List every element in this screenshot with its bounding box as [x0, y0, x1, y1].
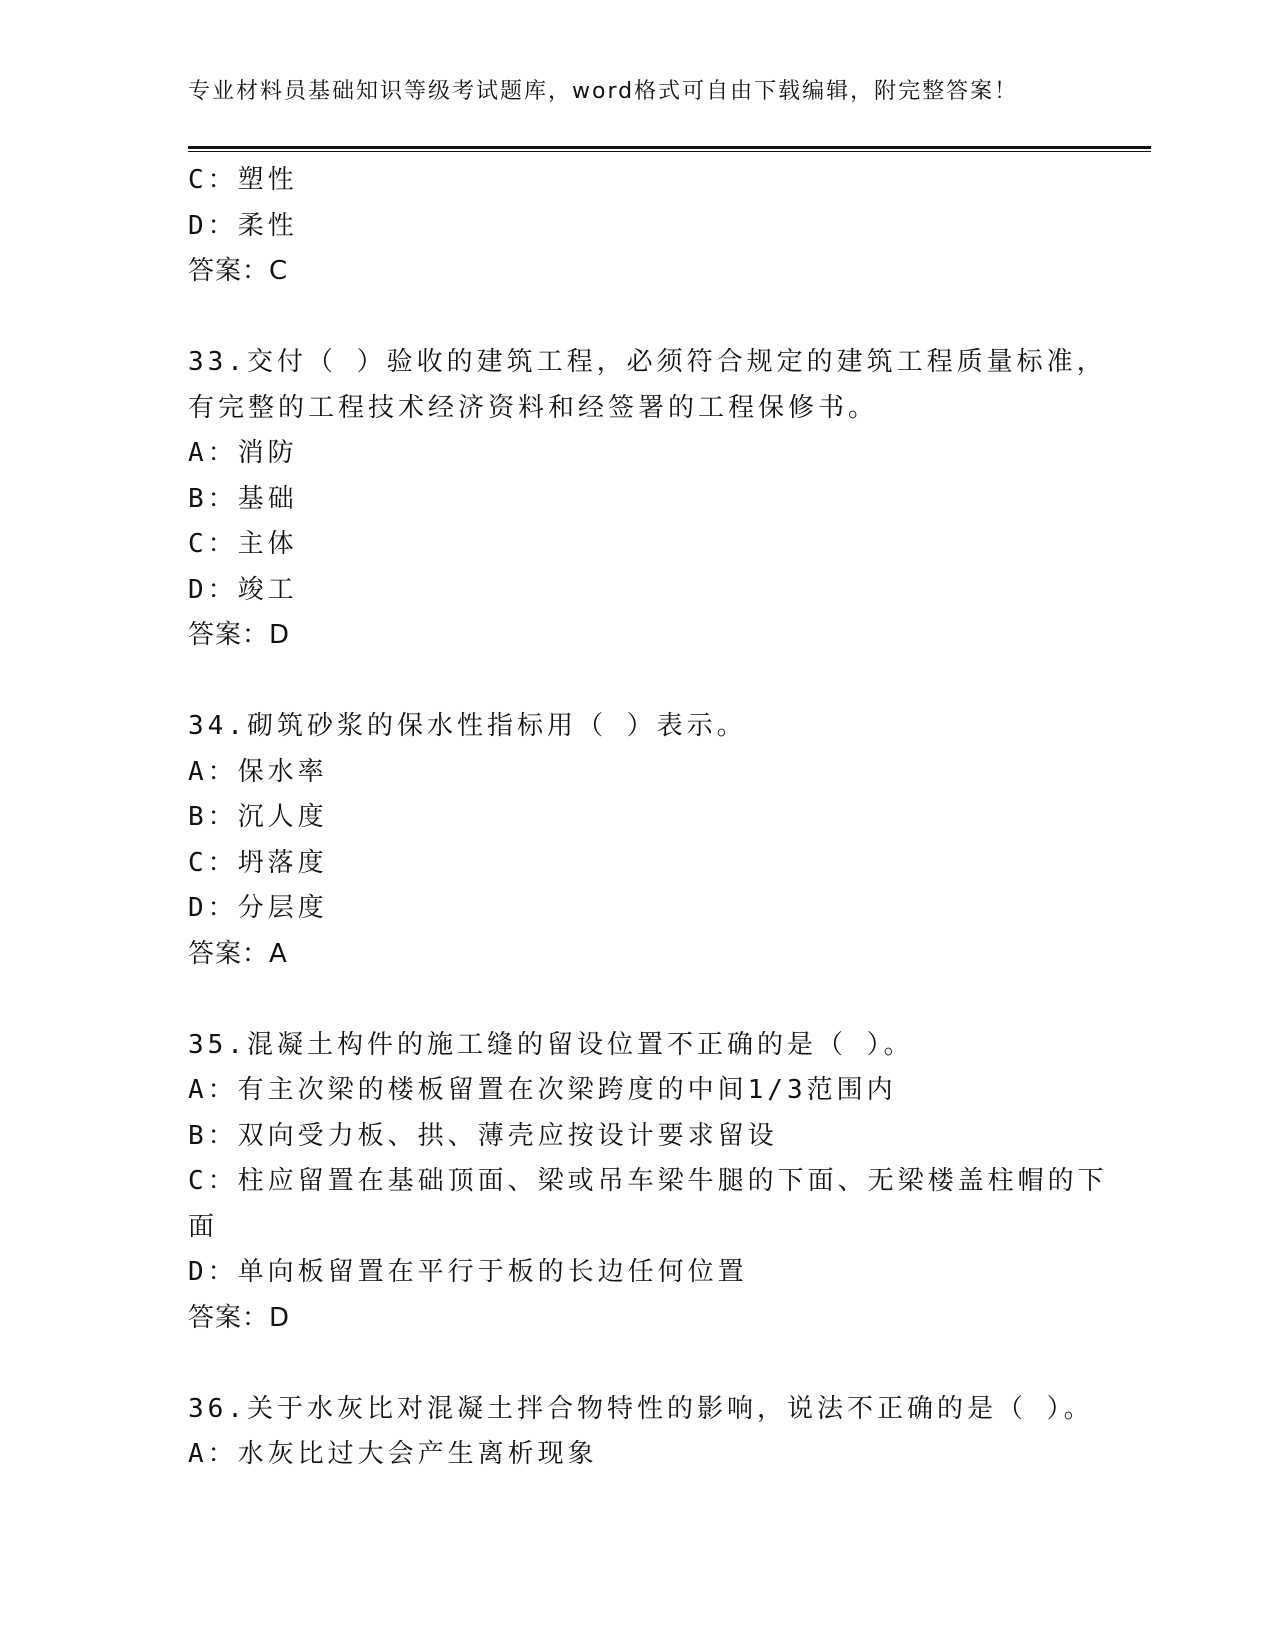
answer: 答案：C — [188, 256, 289, 286]
option-d: D：竣工 — [188, 574, 298, 605]
question-34 — [188, 704, 1088, 977]
question-gap — [188, 1341, 1088, 1387]
option-a: A：有主次梁的楼板留置在次梁跨度的中间1/3范围内 — [188, 1075, 897, 1105]
question-gap — [188, 977, 1088, 1023]
answer: 答案：D — [188, 620, 291, 650]
option-c: C：坍落度 — [188, 847, 328, 878]
option-b: B：基础 — [188, 483, 298, 514]
question-stem: 33.交付（ ）验收的建筑工程，必须符合规定的建筑工程质量标准， — [188, 347, 1107, 377]
option-d: D：柔性 — [188, 210, 298, 241]
option-c: C：主体 — [188, 529, 298, 559]
question-32-tail — [188, 158, 1088, 295]
header-rule-thin — [188, 151, 1151, 152]
option-b: B：沉人度 — [188, 802, 328, 832]
question-33 — [188, 340, 1107, 659]
question-content — [188, 158, 1108, 1478]
option-c: C：柱应留置在基础顶面、梁或吊车梁牛腿的下面、无梁楼盖柱帽的下 — [188, 1166, 1108, 1196]
option-c: C：塑性 — [188, 165, 298, 195]
option-c-continued: 面 — [188, 1211, 219, 1242]
answer: 答案：D — [188, 1302, 291, 1333]
question-stem-continued: 有完整的工程技术经济资料和经签署的工程保修书。 — [188, 392, 879, 423]
option-a: A：水灰比过大会产生离析现象 — [188, 1439, 598, 1469]
question-stem: 35.混凝土构件的施工缝的留设位置不正确的是（ ）。 — [188, 1029, 914, 1060]
question-gap — [188, 659, 1088, 705]
question-gap — [188, 295, 1088, 341]
page-header: 专业材料员基础知识等级考试题库，word格式可自由下载编辑，附完整答案！ — [188, 79, 1019, 104]
option-a: A：消防 — [188, 438, 298, 468]
option-d: D：分层度 — [188, 893, 328, 923]
question-stem: 36.关于水灰比对混凝土拌合物特性的影响，说法不正确的是（ ）。 — [188, 1393, 1094, 1424]
option-d: D：单向板留置在平行于板的长边任何位置 — [188, 1257, 748, 1287]
option-b: B：双向受力板、拱、薄壳应按设计要求留设 — [188, 1120, 778, 1151]
option-a: A：保水率 — [188, 756, 328, 787]
answer: 答案：A — [188, 938, 288, 969]
question-stem: 34.砌筑砂浆的保水性指标用（ ）表示。 — [188, 711, 747, 741]
header-rule-thick — [188, 146, 1151, 149]
question-36 — [188, 1387, 1094, 1478]
question-35 — [188, 1023, 1108, 1342]
